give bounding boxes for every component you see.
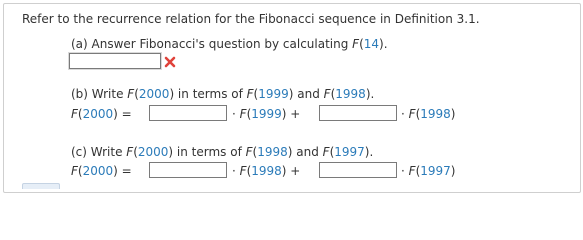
part-b-term2: · F(1998) bbox=[401, 107, 456, 121]
part-c-coef1-input[interactable] bbox=[149, 162, 227, 178]
part-b-term1: · F(1999) + bbox=[232, 107, 301, 121]
part-b-coef2-input[interactable] bbox=[319, 105, 397, 121]
part-b-lhs: F(2000) = bbox=[71, 107, 132, 121]
x-mark-icon bbox=[164, 56, 176, 68]
part-b-prompt: (b) Write F(2000) in terms of F(1999) and F(1998). bbox=[71, 87, 375, 101]
question-intro: Refer to the recurrence relation for the Fibonacci sequence in Definition 3.1. bbox=[22, 12, 480, 26]
part-a-prompt: (a) Answer Fibonacci's question by calculating F(14). bbox=[71, 37, 388, 51]
part-c-term2: · F(1997) bbox=[401, 164, 456, 178]
part-b-coef1-input[interactable] bbox=[149, 105, 227, 121]
part-c-prompt: (c) Write F(2000) in terms of F(1998) and F(1997). bbox=[71, 145, 374, 159]
part-c-term1: · F(1998) + bbox=[232, 164, 301, 178]
part-c-lhs: F(2000) = bbox=[71, 164, 132, 178]
part-a-arg: 14 bbox=[363, 37, 380, 51]
part-a-answer-input[interactable] bbox=[69, 53, 161, 69]
submit-button-partial[interactable] bbox=[22, 183, 60, 189]
part-a-prefix: (a) Answer Fibonacci's question by calculating bbox=[71, 37, 353, 51]
part-c-coef2-input[interactable] bbox=[319, 162, 397, 178]
